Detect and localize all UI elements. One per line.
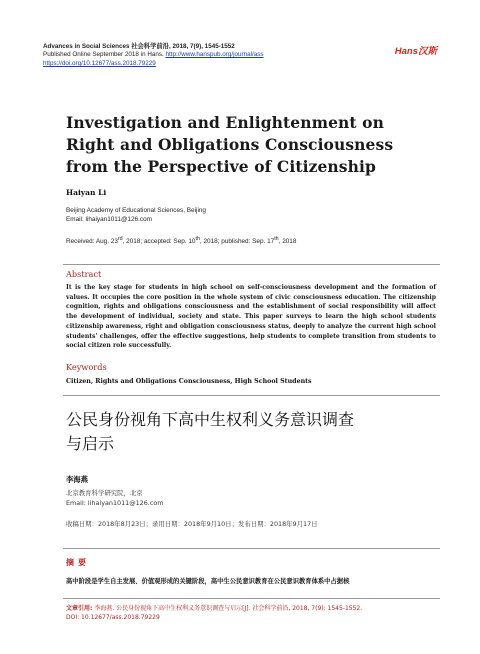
chinese-email: Email: lihaiyan1011@126.com <box>66 498 164 507</box>
divider <box>63 598 440 599</box>
chinese-affiliation-text: 北京教育科学研究院，北京 <box>66 489 143 497</box>
chinese-abstract-heading: 摘要 <box>66 558 90 567</box>
chinese-title-line1: 公民身份视角下高中生权利义务意识调查 <box>66 410 355 429</box>
hans-logo: Hans汉斯 <box>394 46 437 57</box>
citation-label: 文章引用: <box>66 605 93 612</box>
chinese-dates: 收稿日期：2018年8月23日；录用日期：2018年9月10日；发布日期：2018年9月17日 <box>66 520 318 528</box>
abstract-heading: Abstract <box>66 269 102 279</box>
journal-volume: 社会科学前沿, 2018, 7(9), 1545-1552 <box>129 43 235 50</box>
chinese-abstract-text: 高中阶段是学生自主发展、价值观形成的关键阶段，高中生公民意识教育在公民意识教育体系中占据核 <box>66 578 350 585</box>
divider <box>63 264 440 265</box>
journal-name: Advances in Social Sciences <box>43 43 130 50</box>
author-name: Haiyan Li <box>66 188 107 197</box>
chinese-author: 李海燕 <box>66 475 88 484</box>
divider <box>63 548 440 549</box>
published-date: , 2018; published: Sep. 17 <box>199 238 275 246</box>
chinese-title <box>66 408 426 456</box>
journal-url-link[interactable]: http://www.hanspub.org/journal/ass <box>165 51 264 59</box>
divider <box>63 395 440 396</box>
keywords-heading: Keywords <box>66 362 107 372</box>
citation-doi: DOI: 10.12677/ass.2018.79229 <box>66 614 160 621</box>
dates-year: , 2018 <box>278 238 297 246</box>
published-sup: th <box>274 236 279 242</box>
keywords-text: Citizen, Rights and Obligations Consciousness, High School Students <box>66 378 312 385</box>
accepted-sup: th <box>195 236 200 242</box>
received-sup: rd <box>117 236 123 242</box>
published-online: Published Online September 2018 in Hans. <box>43 51 164 59</box>
article-dates <box>66 236 296 245</box>
citation-block <box>66 604 446 622</box>
accepted-date: , 2018; accepted: Sep. 10 <box>122 238 196 246</box>
paper-title: Investigation and Enlightenment on Right and Obligations Consciousness from the Perspective of Citizenship <box>66 113 394 176</box>
citation-text: 李海燕. 公民身份视角下高中生权利义务意识调查与启示[J]. 社会科学前沿, 2018, 7(9): 1545-1552. <box>92 605 363 612</box>
author-email: Email: lihaiyan1011@126.com <box>66 216 152 223</box>
doi-url-link[interactable]: https://doi.org/10.12677/ass.2018.79229 <box>43 59 156 67</box>
affiliation-text: Beijing Academy of Educational Sciences, Beijing <box>66 207 206 214</box>
abstract-text: It is the key stage for students in high school on self-consciousness development and the formation of values. It occupies the core position in the whole system of civic consciousness education. The citizenship cognition, rights and obligations consciousness and the establishment of social responsibility will affect the development of individual, society and state. This paper surveys to learn the high school students citizenship awareness, right and obligation consciousness status, deeply to analyze the current high school students' challenges, offer the effective suggestions, help students to complete transition from students to social citizen role successfully. <box>66 284 436 350</box>
chinese-title-line2: 与启示 <box>66 434 115 453</box>
chinese-affiliation <box>66 489 164 508</box>
author-affiliation <box>66 206 206 224</box>
journal-header <box>43 43 438 68</box>
received-date: Received: Aug. 23 <box>66 238 118 246</box>
